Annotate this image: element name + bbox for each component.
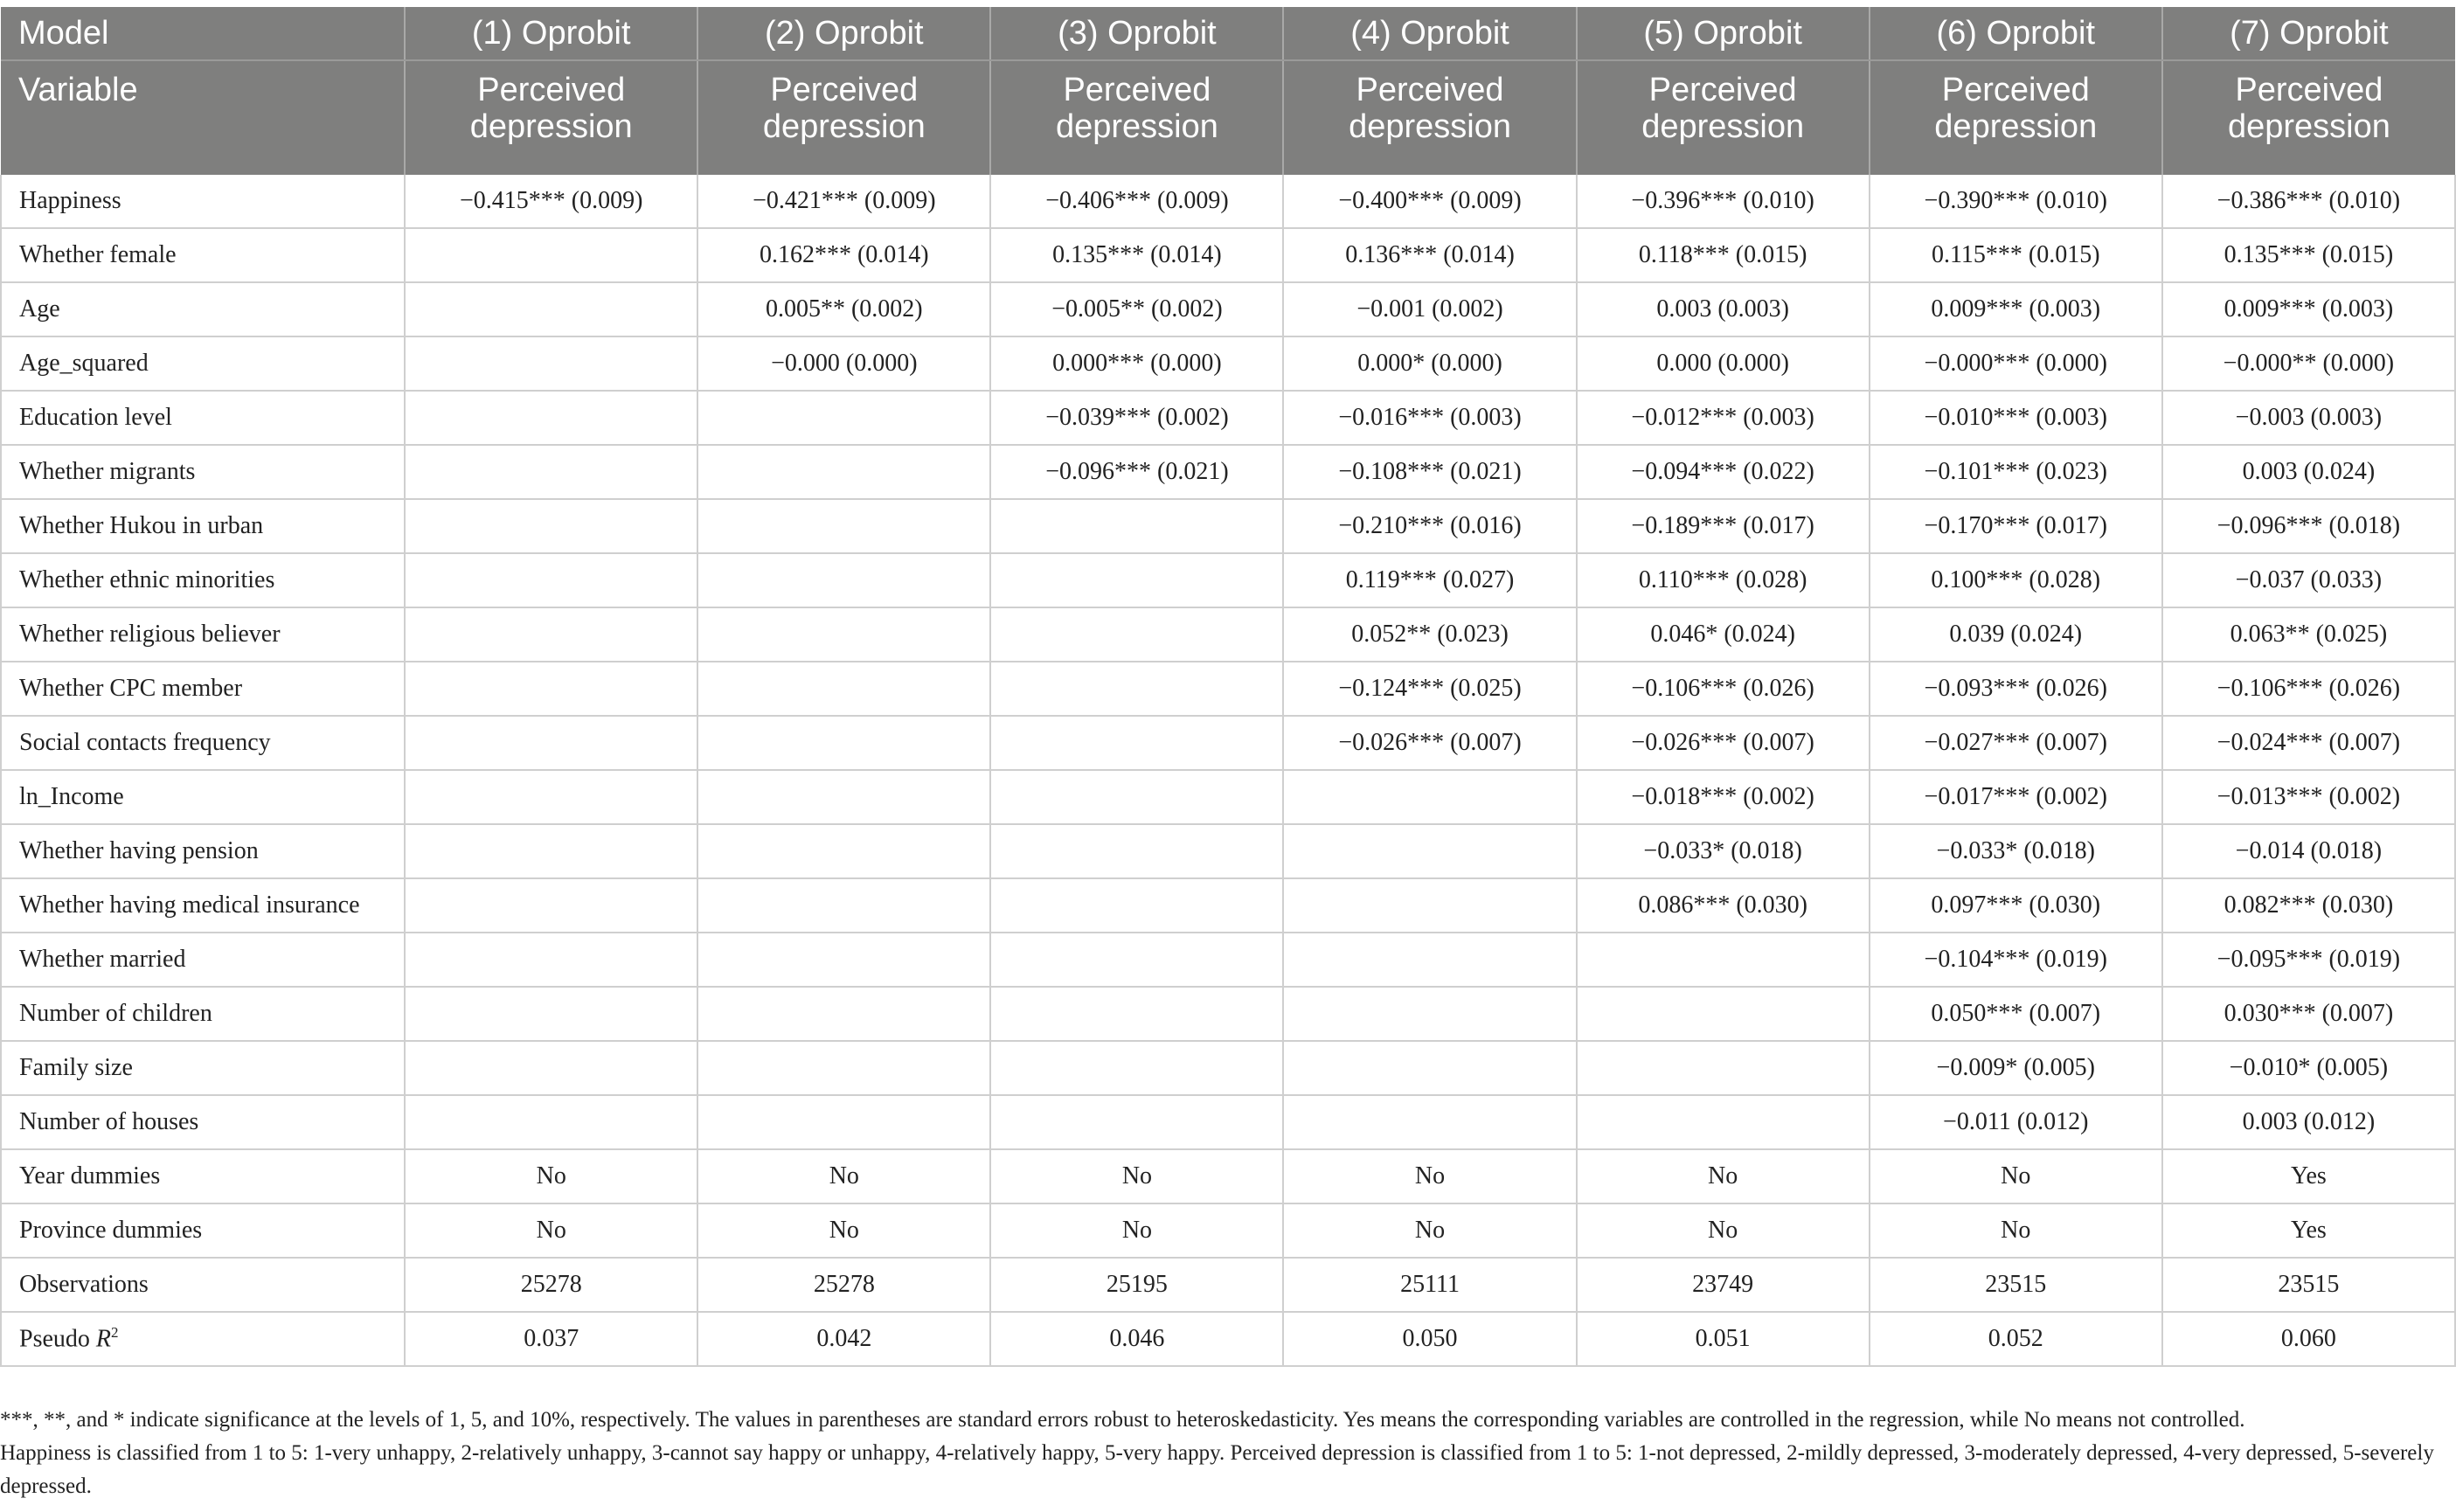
table-cell: Yes [2162,1149,2455,1203]
table-cell: 23749 [1577,1258,1870,1312]
row-label: Whether CPC member [1,662,405,716]
table-cell [405,336,697,391]
table-row [1,607,2455,662]
table-cell: 0.052** (0.023) [1283,607,1576,662]
table-cell: 0.003 (0.003) [1577,282,1870,336]
table-cell: 0.003 (0.012) [2162,1095,2455,1149]
table-cell: 0.162*** (0.014) [697,228,990,282]
table-cell [1577,933,1870,987]
table-cell [990,1041,1283,1095]
table-cell: 0.135*** (0.015) [2162,228,2455,282]
header-model-3: (3) Oprobit [990,7,1283,60]
table-cell [405,878,697,933]
table-row [1,391,2455,445]
table-cell: No [1283,1203,1576,1258]
table-cell: 0.046* (0.024) [1577,607,1870,662]
table-row [1,336,2455,391]
table-cell: No [990,1149,1283,1203]
table-cell [405,282,697,336]
table-cell: 0.097*** (0.030) [1870,878,2162,933]
table-cell: 0.135*** (0.014) [990,228,1283,282]
notes-significance: ***, **, and * indicate significance at the levels of 1, 5, and 10%, respectively. The values in parentheses are standard errors robust to heteroskedasticity. Yes means the corresponding variables are controlled in the regression, while No means not controlled. [0,1408,2245,1432]
table-cell: 25111 [1283,1258,1576,1312]
table-cell: −0.000** (0.000) [2162,336,2455,391]
table-cell: −0.390*** (0.010) [1870,175,2162,228]
table-cell: 23515 [1870,1258,2162,1312]
table-row [1,662,2455,716]
header-model-label: Model [1,7,405,60]
table-cell: −0.000 (0.000) [697,336,990,391]
table-cell [697,499,990,553]
table-cell: 0.082*** (0.030) [2162,878,2455,933]
table-cell: −0.009* (0.005) [1870,1041,2162,1095]
table-row [1,553,2455,607]
table-cell: 23515 [2162,1258,2455,1312]
table-cell: −0.037 (0.033) [2162,553,2455,607]
table-cell: −0.421*** (0.009) [697,175,990,228]
table-cell: −0.027*** (0.007) [1870,716,2162,770]
table-cell: 0.037 [405,1312,697,1366]
row-label: Education level [1,391,405,445]
table-row [1,716,2455,770]
header-model-4: (4) Oprobit [1283,7,1576,60]
table-row [1,878,2455,933]
table-cell [990,716,1283,770]
table-row [1,1149,2455,1203]
table-row [1,1312,2455,1366]
table-cell: −0.026*** (0.007) [1283,716,1576,770]
table-cell: −0.406*** (0.009) [990,175,1283,228]
header-row-model [1,7,2455,60]
table-cell [990,878,1283,933]
table-cell: 0.050*** (0.007) [1870,987,2162,1041]
table-cell [697,1095,990,1149]
table-cell: −0.039*** (0.002) [990,391,1283,445]
table-cell: No [1577,1149,1870,1203]
row-label: Whether Hukou in urban [1,499,405,553]
table-cell [405,824,697,878]
header-dependent-2: Perceived depression [697,60,990,175]
table-cell: 0.086*** (0.030) [1577,878,1870,933]
table-cell: −0.005** (0.002) [990,282,1283,336]
table-row [1,445,2455,499]
table-cell [697,445,990,499]
table-cell [697,662,990,716]
table-cell: 0.060 [2162,1312,2455,1366]
table-row [1,282,2455,336]
row-label-var: R [95,1325,112,1353]
table-cell: No [1283,1149,1576,1203]
table-row [1,1041,2455,1095]
notes-classification: Happiness is classified from 1 to 5: 1-very unhappy, 2-relatively unhappy, 3-cannot say happy or unhappy, 4-relatively happy, 5-very happy. Perceived depression is classified from 1 to 5: 1-not depressed, 2-mildly depressed, 3-moderately depressed, 4-very depressed, 5-severely depressed. [0,1441,2434,1498]
row-label: Whether religious believer [1,607,405,662]
table-cell [697,878,990,933]
header-variable-label: Variable [1,60,405,175]
table-cell [697,607,990,662]
header-model-1: (1) Oprobit [405,7,697,60]
table-cell: 0.052 [1870,1312,2162,1366]
table-cell [990,1095,1283,1149]
table-cell [697,391,990,445]
table-cell [405,716,697,770]
row-label: Whether having pension [1,824,405,878]
table-cell: −0.033* (0.018) [1870,824,2162,878]
table-cell [405,987,697,1041]
table-cell: 25195 [990,1258,1283,1312]
table-cell: −0.033* (0.018) [1577,824,1870,878]
row-label: ln_Income [1,770,405,824]
table-cell [990,662,1283,716]
row-label: Whether migrants [1,445,405,499]
table-cell: −0.096*** (0.021) [990,445,1283,499]
row-label [1,1312,405,1366]
table-cell [990,987,1283,1041]
table-cell [1283,770,1576,824]
table-cell: 0.003 (0.024) [2162,445,2455,499]
table-cell [990,607,1283,662]
table-cell [405,662,697,716]
header-dependent-1: Perceived depression [405,60,697,175]
table-cell: −0.396*** (0.010) [1577,175,1870,228]
table-cell [1283,933,1576,987]
table-cell [1577,1041,1870,1095]
table-cell: −0.016*** (0.003) [1283,391,1576,445]
table-row [1,1095,2455,1149]
table-cell [1577,987,1870,1041]
table-cell: No [405,1149,697,1203]
header-dependent-4: Perceived depression [1283,60,1576,175]
header-model-5: (5) Oprobit [1577,7,1870,60]
table-cell: 0.009*** (0.003) [2162,282,2455,336]
table-cell [697,1041,990,1095]
header-model-7: (7) Oprobit [2162,7,2455,60]
table-cell: 0.050 [1283,1312,1576,1366]
table-cell: 0.046 [990,1312,1283,1366]
header-dependent-5: Perceived depression [1577,60,1870,175]
table-cell [1283,878,1576,933]
table-cell [697,824,990,878]
table-cell: −0.000*** (0.000) [1870,336,2162,391]
table-cell: −0.124*** (0.025) [1283,662,1576,716]
table-cell [405,445,697,499]
table-cell [697,933,990,987]
table-cell: −0.104*** (0.019) [1870,933,2162,987]
table-cell [697,987,990,1041]
row-label: Whether married [1,933,405,987]
table-cell [1283,1095,1576,1149]
table-cell: −0.101*** (0.023) [1870,445,2162,499]
table-cell [1283,824,1576,878]
row-label: Whether ethnic minorities [1,553,405,607]
table-cell [697,770,990,824]
table-body [1,175,2455,1366]
table-cell: −0.010* (0.005) [2162,1041,2455,1095]
table-cell: −0.094*** (0.022) [1577,445,1870,499]
table-cell: −0.108*** (0.021) [1283,445,1576,499]
table-cell [405,499,697,553]
table-cell [405,770,697,824]
table-cell: −0.189*** (0.017) [1577,499,1870,553]
table-cell [990,933,1283,987]
table-cell: −0.024*** (0.007) [2162,716,2455,770]
table-cell [405,933,697,987]
row-label: Age [1,282,405,336]
table-cell: −0.415*** (0.009) [405,175,697,228]
table-row [1,1258,2455,1312]
table-cell: −0.013*** (0.002) [2162,770,2455,824]
table-cell [405,391,697,445]
row-label: Happiness [1,175,405,228]
header-model-6: (6) Oprobit [1870,7,2162,60]
table-cell: 25278 [697,1258,990,1312]
table-row [1,933,2455,987]
table-cell: No [990,1203,1283,1258]
table-cell [1577,1095,1870,1149]
table-cell: No [697,1149,990,1203]
table-cell [697,553,990,607]
table-cell: −0.400*** (0.009) [1283,175,1576,228]
table-cell [405,1041,697,1095]
table-cell: −0.017*** (0.002) [1870,770,2162,824]
header-model-2: (2) Oprobit [697,7,990,60]
table-cell: 25278 [405,1258,697,1312]
table-cell: 0.119*** (0.027) [1283,553,1576,607]
table-row [1,770,2455,824]
row-label: Age_squared [1,336,405,391]
table-cell: −0.010*** (0.003) [1870,391,2162,445]
row-label: Whether female [1,228,405,282]
table-header [1,7,2455,175]
table-cell: −0.026*** (0.007) [1577,716,1870,770]
table-cell: −0.096*** (0.018) [2162,499,2455,553]
table-cell [1283,1041,1576,1095]
table-row [1,824,2455,878]
table-cell: −0.170*** (0.017) [1870,499,2162,553]
row-label: Year dummies [1,1149,405,1203]
header-dependent-6: Perceived depression [1870,60,2162,175]
table-cell [405,228,697,282]
row-label: Number of houses [1,1095,405,1149]
regression-table [0,7,2456,1367]
table-cell: −0.018*** (0.002) [1577,770,1870,824]
table-cell: −0.210*** (0.016) [1283,499,1576,553]
table-cell: Yes [2162,1203,2455,1258]
table-cell: 0.110*** (0.028) [1577,553,1870,607]
row-label-sup: 2 [111,1324,119,1342]
table-cell: −0.106*** (0.026) [2162,662,2455,716]
table-cell: 0.005** (0.002) [697,282,990,336]
table-cell: −0.012*** (0.003) [1577,391,1870,445]
table-cell: 0.063** (0.025) [2162,607,2455,662]
table-cell [405,607,697,662]
table-cell: 0.000* (0.000) [1283,336,1576,391]
table-cell: 0.051 [1577,1312,1870,1366]
table-notes [0,1404,2439,1503]
table-cell: No [405,1203,697,1258]
table-cell: 0.009*** (0.003) [1870,282,2162,336]
table-cell [990,499,1283,553]
table-cell: −0.106*** (0.026) [1577,662,1870,716]
table-cell: −0.093*** (0.026) [1870,662,2162,716]
table-row [1,499,2455,553]
row-label: Whether having medical insurance [1,878,405,933]
table-row [1,987,2455,1041]
table-cell: No [697,1203,990,1258]
row-label: Social contacts frequency [1,716,405,770]
table-row [1,228,2455,282]
table-cell: 0.030*** (0.007) [2162,987,2455,1041]
table-cell: 0.100*** (0.028) [1870,553,2162,607]
table-cell: −0.386*** (0.010) [2162,175,2455,228]
table-cell: No [1870,1149,2162,1203]
table-cell [990,770,1283,824]
table-row [1,1203,2455,1258]
row-label: Observations [1,1258,405,1312]
table-cell: 0.042 [697,1312,990,1366]
table-cell [990,553,1283,607]
table-cell: −0.014 (0.018) [2162,824,2455,878]
table-cell: 0.039 (0.024) [1870,607,2162,662]
table-cell: 0.000 (0.000) [1577,336,1870,391]
row-label: Province dummies [1,1203,405,1258]
table-cell: −0.001 (0.002) [1283,282,1576,336]
header-dependent-3: Perceived depression [990,60,1283,175]
table-cell: 0.115*** (0.015) [1870,228,2162,282]
table-cell: −0.003 (0.003) [2162,391,2455,445]
table-cell: 0.118*** (0.015) [1577,228,1870,282]
table-cell: −0.095*** (0.019) [2162,933,2455,987]
table-cell: No [1870,1203,2162,1258]
header-dependent-7: Perceived depression [2162,60,2455,175]
header-row-variable [1,60,2455,175]
table-cell [697,716,990,770]
row-label: Family size [1,1041,405,1095]
table-cell: No [1577,1203,1870,1258]
row-label-prefix: Pseudo [19,1325,96,1353]
table-cell: 0.136*** (0.014) [1283,228,1576,282]
row-label: Number of children [1,987,405,1041]
table-cell [405,1095,697,1149]
table-cell: 0.000*** (0.000) [990,336,1283,391]
table-cell [1283,987,1576,1041]
regression-table-container [0,7,2456,1367]
table-cell [405,553,697,607]
table-cell [990,824,1283,878]
table-cell: −0.011 (0.012) [1870,1095,2162,1149]
table-row [1,175,2455,228]
